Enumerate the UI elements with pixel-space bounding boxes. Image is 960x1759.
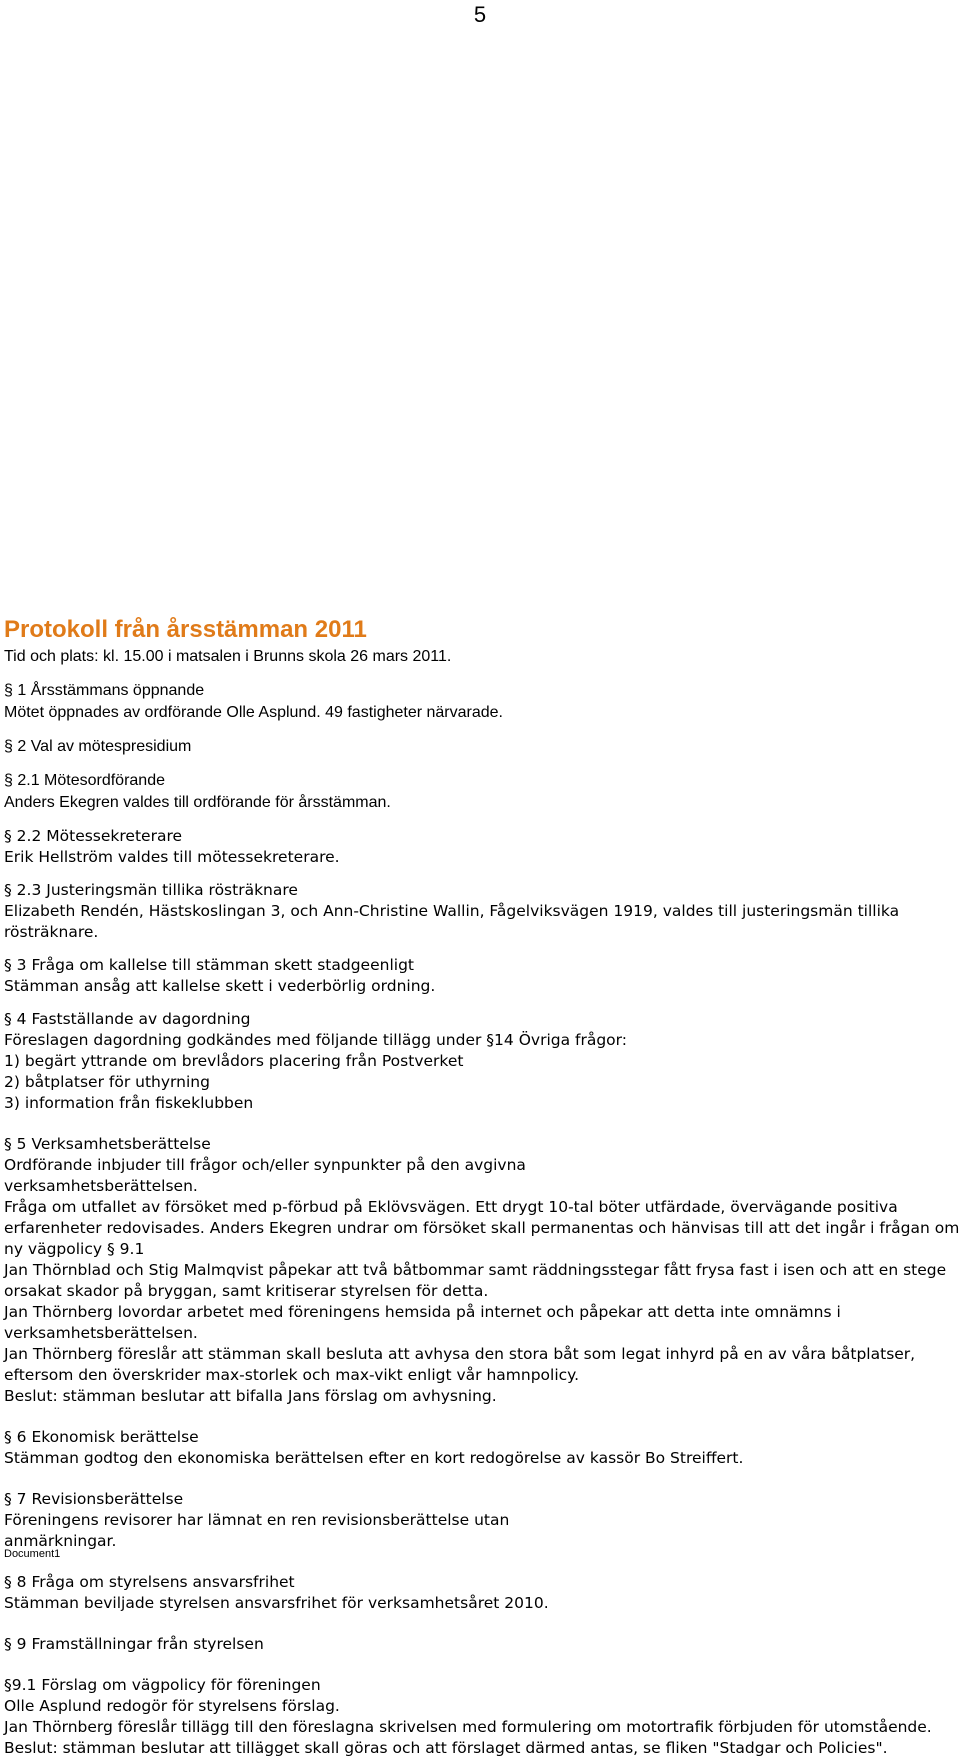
section-2-3-heading: § 2.3 Justeringsmän tillika rösträknare [4, 881, 298, 899]
section-2-2-text: Erik Hellström valdes till mötessekreterare. [4, 848, 340, 866]
section-6-heading: § 6 Ekonomisk berättelse [4, 1428, 199, 1446]
section-8-heading: § 8 Fråga om styrelsens ansvarsfrihet [4, 1573, 295, 1591]
section-9-1-heading: §9.1 Förslag om vägpolicy för föreningen [4, 1676, 321, 1694]
section-9-1-paragraph-2: Jan Thörnberg föreslår tillägg till den föreslagna skrivelsen med formulering om motortrafik förbjuden för utomstående. [4, 1718, 932, 1736]
section-5-heading: § 5 Verksamhetsberättelse [4, 1135, 211, 1153]
section-2-3-text: Elizabeth Rendén, Hästskoslingan 3, och Ann-Christine Wallin, Fågelviksvägen 1919, valdes till justeringsmän tillika rösträknare. [4, 902, 900, 941]
section-2-1-text: Anders Ekegren valdes till ordförande för årsstämman. [4, 794, 391, 811]
section-8-text: Stämman beviljade styrelsen ansvarsfrihet för verksamhetsåret 2010. [4, 1594, 549, 1612]
document-title: Protokoll från årsstämman 2011 [4, 616, 367, 643]
section-2-heading: § 2 Val av mötespresidium [4, 738, 192, 755]
section-5-paragraph-2: Fråga om utfallet av försöket med p-förbud på Eklövsvägen. Ett drygt 10-tal böter utfärdade, övervägande positiva erfarenheter redovisades. Anders Ekegren undrar om försöket skall permanentas och hänvisas till att det ingår i frågan om ny vägpolicy § 9.1 [4, 1198, 960, 1258]
section-9-1-paragraph-1: Olle Asplund redogör för styrelsens förslag. [4, 1697, 340, 1715]
section-6-text: Stämman godtog den ekonomiska berättelsen efter en kort redogörelse av kassör Bo Streiffert. [4, 1449, 744, 1467]
section-1-text: Mötet öppnades av ordförande Olle Asplund. 49 fastigheter närvarade. [4, 704, 503, 721]
section-4-item-1: 1) begärt yttrande om brevlådors placering från Postverket [4, 1052, 464, 1070]
section-5-paragraph-1: Ordförande inbjuder till frågor och/eller synpunkter på den avgivna verksamhetsberättelsen. [4, 1156, 526, 1195]
section-5-paragraph-5: Jan Thörnberg föreslår att stämman skall besluta att avhysa den stora båt som legat inhyrd på en av våra båtplatser, eftersom den överskrider max-storlek och max-vikt enligt vår hamnpolicy. [4, 1345, 916, 1384]
document-footer: Document1 [4, 1548, 61, 1560]
section-9-heading: § 9 Framställningar från styrelsen [4, 1635, 264, 1653]
section-2-1-heading: § 2.1 Mötesordförande [4, 772, 165, 789]
section-4-item-3: 3) information från fiskeklubben [4, 1094, 254, 1112]
section-3-heading: § 3 Fråga om kallelse till stämman skett stadgeenligt [4, 956, 414, 974]
section-2-2-heading: § 2.2 Mötessekreterare [4, 827, 183, 845]
section-1-heading: § 1 Årsstämmans öppnande [4, 682, 205, 699]
section-7-text: Föreningens revisorer har lämnat en ren revisionsberättelse utan anmärkningar. [4, 1511, 510, 1550]
document-body [4, 616, 960, 1759]
section-4-item-2: 2) båtplatser för uthyrning [4, 1073, 210, 1091]
section-5-paragraph-4: Jan Thörnberg lovordar arbetet med föreningens hemsida på internet och påpekar att detta inte omnämns i verksamhetsberättelsen. [4, 1303, 841, 1342]
section-5-decision: Beslut: stämman beslutar att bifalla Jans förslag om avhysning. [4, 1387, 497, 1405]
page-number: 5 [473, 2, 487, 27]
section-4-heading: § 4 Fastställande av dagordning [4, 1010, 251, 1028]
intro-text: Tid och plats: kl. 15.00 i matsalen i Brunns skola 26 mars 2011. [4, 648, 452, 665]
section-3-text: Stämman ansåg att kallelse skett i vederbörlig ordning. [4, 977, 436, 995]
section-9-1-decision: Beslut: stämman beslutar att tillägget skall göras och att förslaget därmed antas, se fliken "Stadgar och Policies". [4, 1739, 888, 1757]
section-5-paragraph-3: Jan Thörnblad och Stig Malmqvist påpekar att två båtbommar samt räddningsstegar fått frysa fast i isen och att en stege orsakat skador på bryggan, samt kritiserar styrelsen för detta. [4, 1261, 947, 1300]
section-7-heading: § 7 Revisionsberättelse [4, 1490, 184, 1508]
section-4-text: Föreslagen dagordning godkändes med följande tillägg under §14 Övriga frågor: [4, 1031, 627, 1049]
